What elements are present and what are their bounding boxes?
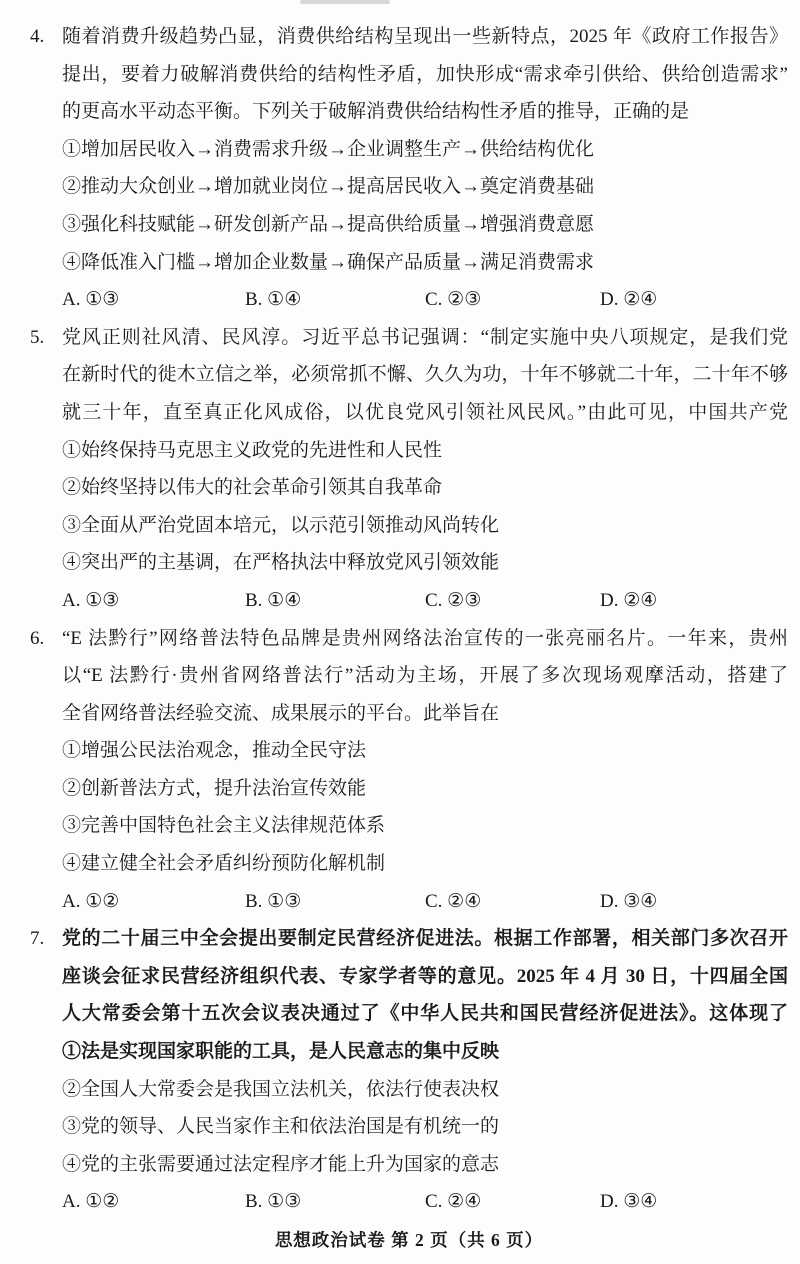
question-7-stem-line-1: 党的二十届三中全会提出要制定民营经济促进法。根据工作部署，相关部门多次召开 bbox=[62, 928, 788, 950]
question-5-choice-a: A. ①③ bbox=[62, 589, 120, 611]
question-6-stem-line-3: 全省网络普法经验交流、成果展示的平台。此举旨在 bbox=[62, 702, 500, 724]
question-4-choice-d: D. ②④ bbox=[600, 289, 658, 311]
question-7-option-2: ②全国人大常委会是我国立法机关，依法行使表决权 bbox=[62, 1078, 500, 1100]
question-5-option-1: ①始终保持马克思主义政党的先进性和人民性 bbox=[62, 439, 443, 461]
question-5-choice-c: C. ②③ bbox=[425, 589, 482, 611]
question-4-choices-row bbox=[62, 281, 788, 319]
question-6-option-2: ②创新普法方式，提升法治宣传效能 bbox=[62, 777, 367, 799]
question-5-stem-line-2: 在新时代的徙木立信之举，必须常抓不懈、久久为功，十年不够就二十年，二十年不够 bbox=[62, 364, 788, 386]
question-5-stem-line-3: 就三十年，直至真正化风成俗，以优良党风引领社风民风。”由此可见，中国共产党 bbox=[62, 401, 788, 423]
question-4-option-4: ④降低准入门槛→增加企业数量→确保产品质量→满足消费需求 bbox=[62, 251, 595, 273]
question-7-choice-b: B. ①③ bbox=[245, 1191, 302, 1213]
question-6-number: 6. bbox=[30, 627, 45, 649]
question-5-option-4: ④突出严的主基调，在严格执法中释放党风引领效能 bbox=[62, 552, 500, 574]
question-6-choice-c: C. ②④ bbox=[425, 890, 482, 912]
question-4-choice-a: A. ①③ bbox=[62, 289, 120, 311]
question-6-choice-b: B. ①③ bbox=[245, 890, 302, 912]
question-6-option-1: ①增强公民法治观念，推动全民守法 bbox=[62, 740, 367, 762]
question-4-stem-line-1: 随着消费升级趋势凸显，消费供给结构呈现出一些新特点，2025 年《政府工作报告》 bbox=[62, 26, 788, 47]
question-6-choice-d: D. ③④ bbox=[600, 890, 658, 912]
question-7-choice-d: D. ③④ bbox=[600, 1191, 658, 1213]
question-5-option-2: ②始终坚持以伟大的社会革命引领其自我革命 bbox=[62, 477, 443, 499]
question-7-stem-line-2: 座谈会征求民营经济组织代表、专家学者等的意见。2025 年 4 月 30 日，十四届全国 bbox=[62, 965, 788, 987]
question-5-stem-line-1: 党风正则社风清、民风淳。习近平总书记强调：“制定实施中央八项规定，是我们党 bbox=[62, 326, 788, 348]
question-7 bbox=[30, 920, 788, 1221]
question-5-number: 5. bbox=[30, 326, 45, 348]
question-5-body bbox=[62, 319, 788, 620]
question-6-stem-line-2: 以“E 法黔行·贵州省网络普法行”活动为主场，开展了多次现场观摩活动，搭建了 bbox=[62, 665, 788, 687]
page-footer: 思想政治试卷 第 2 页（共 6 页） bbox=[274, 1230, 544, 1250]
question-6-option-4: ④建立健全社会矛盾纠纷预防化解机制 bbox=[62, 853, 386, 875]
question-5-option-3: ③全面从严治党固本培元，以示范引领推动风尚转化 bbox=[62, 514, 500, 536]
question-6 bbox=[30, 620, 788, 921]
question-5-choices-row bbox=[62, 582, 788, 620]
question-6-choice-a: A. ①② bbox=[62, 890, 120, 912]
scan-artifact bbox=[300, 0, 390, 4]
question-4-number: 4. bbox=[30, 26, 45, 47]
question-7-option-1: ①法是实现国家职能的工具，是人民意志的集中反映 bbox=[62, 1041, 500, 1063]
question-7-number: 7. bbox=[30, 928, 45, 950]
question-4-stem-line-3: 的更高水平动态平衡。下列关于破解消费供给结构性矛盾的推导，正确的是 bbox=[62, 101, 690, 123]
question-5-choice-d: D. ②④ bbox=[600, 589, 658, 611]
question-7-option-3: ③党的领导、人民当家作主和依法治国是有机统一的 bbox=[62, 1116, 500, 1138]
question-5-choice-b: B. ①④ bbox=[245, 589, 302, 611]
question-7-choice-a: A. ①② bbox=[62, 1191, 120, 1213]
question-6-choices-row bbox=[62, 883, 788, 921]
question-5 bbox=[30, 319, 788, 620]
question-7-choice-c: C. ②④ bbox=[425, 1191, 482, 1213]
question-4 bbox=[30, 18, 788, 319]
question-4-choice-b: B. ①④ bbox=[245, 289, 302, 311]
question-6-body bbox=[62, 620, 788, 921]
question-4-choice-c: C. ②③ bbox=[425, 289, 482, 311]
question-7-choices-row bbox=[62, 1183, 788, 1221]
question-4-option-1: ①增加居民收入→消费需求升级→企业调整生产→供给结构优化 bbox=[62, 138, 595, 160]
question-7-option-4: ④党的主张需要通过法定程序才能上升为国家的意志 bbox=[62, 1153, 500, 1175]
question-4-stem-line-2: 提出，要着力破解消费供给的结构性矛盾，加快形成“需求牵引供给、供给创造需求” bbox=[62, 63, 788, 85]
question-6-stem-line-1: “E 法黔行”网络普法特色品牌是贵州网络法治宣传的一张亮丽名片。一年来，贵州 bbox=[62, 627, 788, 649]
question-4-option-3: ③强化科技赋能→研发创新产品→提高供给质量→增强消费意愿 bbox=[62, 213, 595, 235]
question-4-option-2: ②推动大众创业→增加就业岗位→提高居民收入→奠定消费基础 bbox=[62, 176, 595, 198]
question-4-body bbox=[62, 18, 788, 319]
question-6-option-3: ③完善中国特色社会主义法律规范体系 bbox=[62, 815, 386, 837]
question-7-body bbox=[62, 920, 788, 1221]
question-7-stem-line-3: 人大常委会第十五次会议表决通过了《中华人民共和国民营经济促进法》。这体现了 bbox=[62, 1003, 788, 1025]
